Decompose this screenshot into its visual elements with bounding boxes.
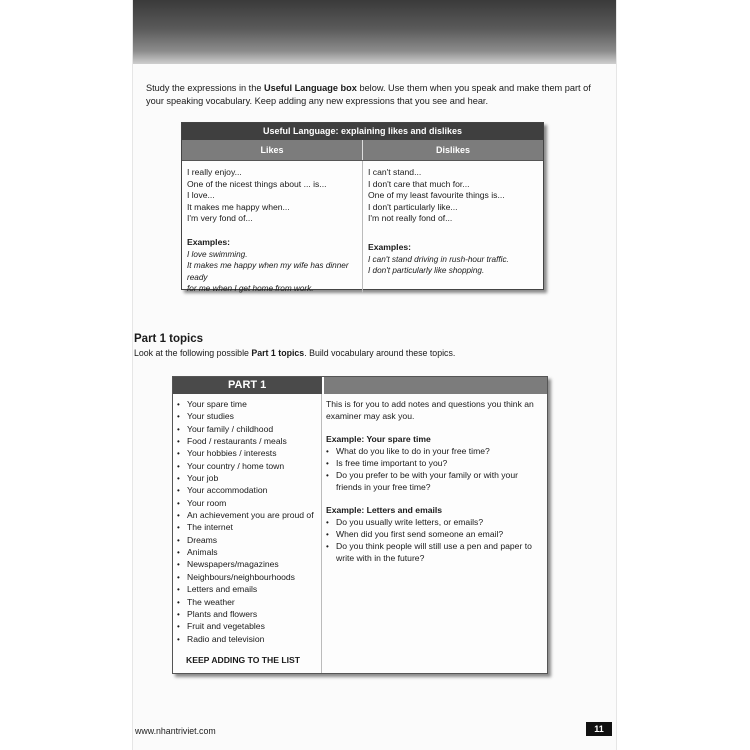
likes-example: I love swimming. — [187, 249, 248, 259]
part1-instructions-text: Look at the following possible — [134, 348, 252, 358]
intro-text-rest: below. Use them when you speak and make them part of your speaking vocabulary. Keep adding any new expressions that you see and hear. — [146, 83, 591, 106]
example-question: • Do you usually write letters, or emails? — [326, 516, 547, 528]
topic-item: • Your hobbies / interests — [177, 447, 321, 459]
likes-example: for me when I get home from work. — [187, 284, 314, 294]
topic-item: • Radio and television — [177, 633, 321, 645]
example-question: • Do you think people will still use a pen and paper to — [326, 540, 547, 552]
example-spare-time-title: Example: Your spare time — [326, 434, 431, 444]
dislikes-expression: I don't particularly like... — [368, 201, 458, 212]
dislikes-expression: I'm not really fond of... — [368, 213, 453, 224]
likes-header: Likes — [182, 140, 363, 160]
part1-instructions-bold: Part 1 topics — [251, 348, 305, 358]
part1-notes-header — [322, 377, 547, 394]
part1-heading: Part 1 topics — [134, 333, 204, 345]
dislikes-examples-label: Examples: — [368, 241, 411, 252]
topic-item: • Newspapers/magazines — [177, 558, 321, 570]
topic-item: • Your accommodation — [177, 484, 321, 496]
topic-item: • Neighbours/neighbourhoods — [177, 571, 321, 583]
part1-box — [172, 376, 548, 674]
example-question: • Do you prefer to be with your family or with your — [326, 469, 547, 481]
example-question-continued: write with in the future? — [336, 553, 425, 563]
topic-item: • An achievement you are proud of — [177, 509, 321, 521]
topic-item: • The internet — [177, 521, 321, 533]
topic-item: • Your spare time — [177, 398, 321, 410]
topic-item: • Letters and emails — [177, 583, 321, 595]
example-question: • When did you first send someone an email? — [326, 528, 547, 540]
page-number: 11 — [586, 722, 612, 736]
example-question-continued: friends in your free time? — [336, 482, 431, 492]
intro-text: Study the expressions in the — [146, 83, 264, 93]
topics-list — [173, 394, 322, 673]
likes-column — [182, 161, 363, 293]
dislikes-column — [363, 161, 543, 293]
likes-example: It makes me happy when my wife has dinner ready — [187, 261, 349, 282]
topic-item: • Your studies — [177, 410, 321, 422]
topic-item: • The weather — [177, 596, 321, 608]
part1-box-header: PART 1 — [173, 377, 322, 394]
likes-expression: It makes me happy when... — [187, 201, 290, 212]
topic-item: • Your family / childhood — [177, 423, 321, 435]
intro-bold: Useful Language box — [263, 83, 357, 93]
dislikes-expression: I can't stand... — [368, 167, 422, 177]
likes-expression: I'm very fond of... — [187, 213, 253, 224]
likes-expression: I love... — [187, 190, 215, 201]
dislikes-expression: I don't care that much for... — [368, 178, 470, 189]
intro-paragraph — [146, 82, 606, 108]
topic-item: • Dreams — [177, 534, 321, 546]
topic-item: • Your room — [177, 497, 321, 509]
footer-url: www.nhantriviet.com — [135, 726, 216, 736]
likes-expression: I really enjoy... — [187, 167, 242, 177]
topic-item: • Your job — [177, 472, 321, 484]
notes-intro-line: examiner may ask you. — [326, 411, 415, 421]
part1-instructions-rest: . Build vocabulary around these topics. — [304, 348, 456, 358]
dislikes-expression: One of my least favourite things is... — [368, 190, 505, 201]
topic-item: • Plants and flowers — [177, 608, 321, 620]
useful-language-column-headers — [182, 140, 543, 161]
part1-instructions — [134, 348, 455, 358]
likes-examples-label: Examples: — [187, 236, 230, 247]
example-question: • What do you like to do in your free time? — [326, 445, 547, 457]
dislikes-header: Dislikes — [363, 140, 543, 160]
topic-item: • Fruit and vegetables — [177, 620, 321, 632]
notes-column — [322, 394, 547, 673]
example-letters-title: Example: Letters and emails — [326, 505, 443, 515]
example-question: • Is free time important to you? — [326, 457, 547, 469]
top-shadow-band — [133, 0, 616, 64]
useful-language-box — [181, 122, 544, 294]
keep-adding-note: KEEP ADDING TO THE LIST — [186, 654, 300, 665]
topic-item: • Animals — [177, 546, 321, 558]
topic-item: • Your country / home town — [177, 460, 321, 472]
notes-intro-line: This is for you to add notes and questions you think an — [326, 399, 534, 409]
dislikes-example: I don't particularly like shopping. — [368, 266, 485, 276]
dislikes-example: I can't stand driving in rush-hour traffic. — [368, 254, 509, 264]
likes-expression: One of the nicest things about ... is... — [187, 178, 327, 189]
topic-item: • Food / restaurants / meals — [177, 435, 321, 447]
useful-language-title: Useful Language: explaining likes and dislikes — [182, 123, 543, 140]
